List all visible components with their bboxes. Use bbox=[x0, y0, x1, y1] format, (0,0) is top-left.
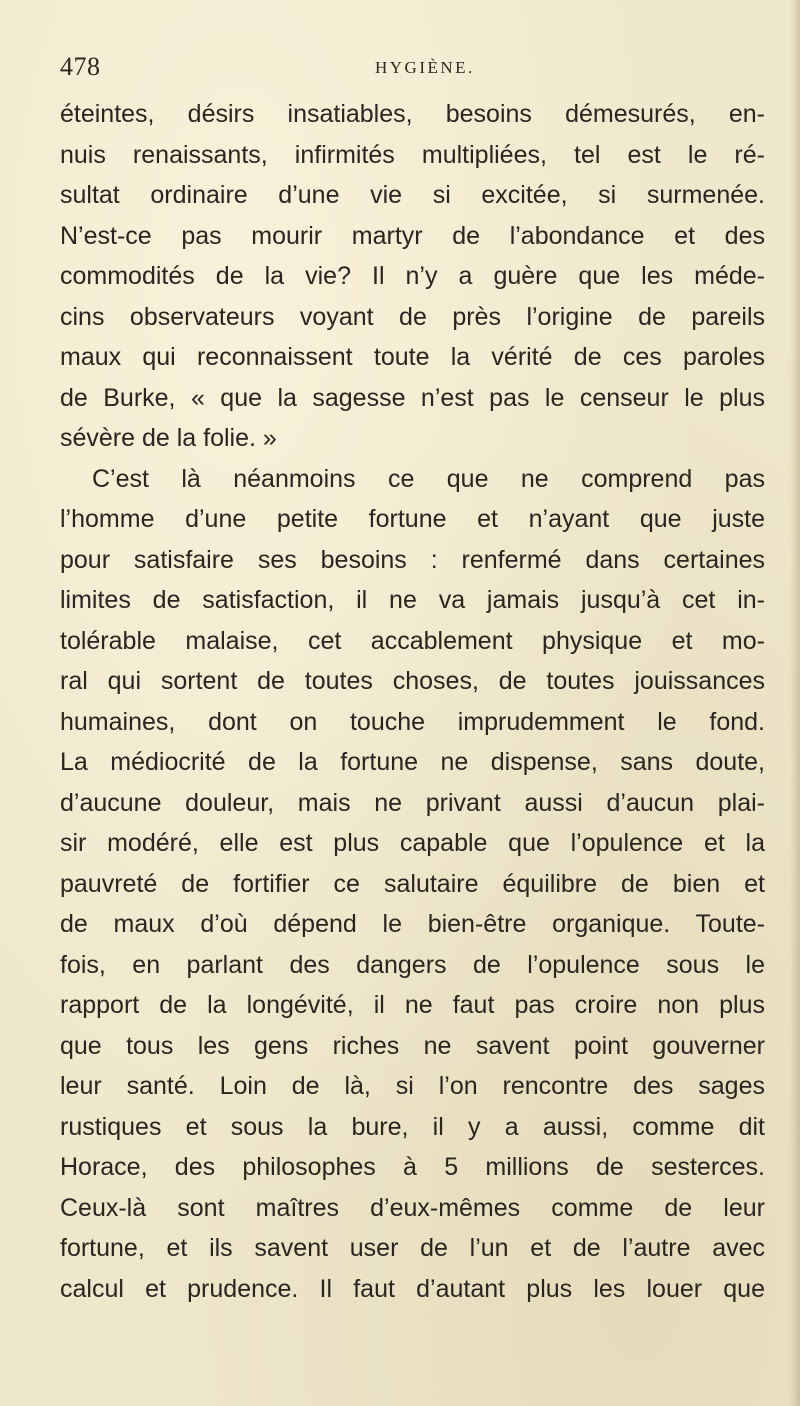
text-line: fois, en parlant des dangers de l’opulence sous le bbox=[60, 950, 765, 979]
text-line: humaines, dont on touche imprudemment le fond. bbox=[60, 707, 765, 736]
text-line: cins observateurs voyant de près l’origine de pareils bbox=[60, 302, 765, 331]
text-line: rustiques et sous la bure, il y a aussi, comme dit bbox=[60, 1112, 765, 1141]
text-line: sévère de la folie. » bbox=[60, 424, 277, 452]
text-line: Horace, des philosophes à 5 millions de sesterces. bbox=[60, 1153, 765, 1181]
text-line: leur santé. Loin de là, si l’on rencontre des sages bbox=[60, 1072, 765, 1100]
text-line: de Burke, « que la sagesse n’est pas le censeur le plus bbox=[60, 383, 765, 412]
text-line: d’aucune douleur, mais ne privant aussi d’aucun plai- bbox=[60, 788, 765, 817]
text-line: Ceux-là sont maîtres d’eux-mêmes comme de leur bbox=[60, 1193, 765, 1222]
text-line: que tous les gens riches ne savent point gouverner bbox=[60, 1031, 765, 1060]
text-line: éteintes, désirs insatiables, besoins démesurés, en- bbox=[60, 100, 765, 128]
page-header bbox=[60, 52, 760, 92]
text-line: fortune, et ils savent user de l’un et de l’autre avec bbox=[60, 1234, 765, 1262]
text-line: sultat ordinaire d’une vie si excitée, si surmenée. bbox=[60, 181, 765, 209]
text-line: ral qui sortent de toutes choses, de toutes jouissances bbox=[60, 667, 765, 695]
text-line: commodités de la vie? Il n’y a guère que les méde- bbox=[60, 262, 765, 290]
text-line: rapport de la longévité, il ne faut pas croire non plus bbox=[60, 991, 765, 1019]
text-line: sir modéré, elle est plus capable que l’opulence et la bbox=[60, 829, 765, 857]
text-line: maux qui reconnaissent toute la vérité de ces paroles bbox=[60, 343, 765, 371]
text-line: N’est-ce pas mourir martyr de l’abondance et des bbox=[60, 221, 765, 250]
text-line: l’homme d’une petite fortune et n’ayant que juste bbox=[60, 505, 765, 533]
page-edge-shadow bbox=[790, 0, 800, 1406]
text-line: pour satisfaire ses besoins : renfermé dans certaines bbox=[60, 545, 765, 574]
text-line: de maux d’où dépend le bien-être organique. Toute- bbox=[60, 910, 765, 938]
text-line: calcul et prudence. Il faut d’autant plus les louer que bbox=[60, 1274, 765, 1303]
text-line: limites de satisfaction, il ne va jamais jusqu’à cet in- bbox=[60, 586, 765, 614]
body-text bbox=[60, 94, 765, 1309]
text-line: tolérable malaise, cet accablement physique et mo- bbox=[60, 626, 765, 655]
running-head: HYGIÈNE. bbox=[375, 58, 475, 77]
text-line: La médiocrité de la fortune ne dispense, sans doute, bbox=[60, 748, 765, 776]
text-line: nuis renaissants, infirmités multipliées, tel est le ré- bbox=[60, 140, 765, 169]
page-number: 478 bbox=[60, 52, 101, 81]
text-line: C’est là néanmoins ce que ne comprend pas bbox=[92, 464, 765, 493]
text-line: pauvreté de fortifier ce salutaire équilibre de bien et bbox=[60, 869, 765, 898]
